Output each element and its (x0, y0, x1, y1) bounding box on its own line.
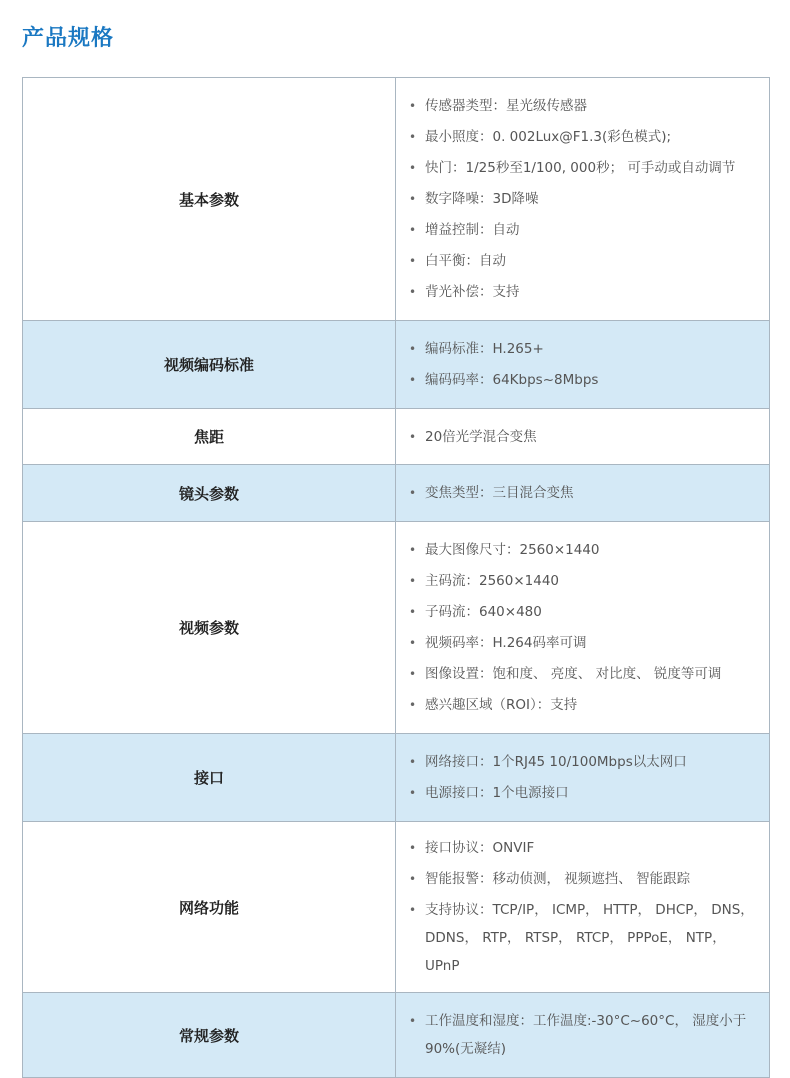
spec-label: 镜头参数 (23, 465, 396, 522)
spec-table (22, 77, 770, 1078)
bullet-icon: • (409, 605, 417, 619)
bullet-icon: • (409, 667, 417, 681)
bullet-icon: • (409, 636, 417, 650)
bullet-icon: • (409, 574, 417, 588)
bullet-icon: • (409, 698, 417, 712)
spec-item (409, 479, 759, 507)
spec-item (409, 366, 759, 394)
spec-label: 接口 (23, 734, 396, 822)
spec-item (409, 834, 759, 862)
spec-item-text: 编码标准：H.265+ (425, 341, 544, 357)
bullet-icon: • (409, 99, 417, 113)
spec-item-text: 子码流：640×480 (425, 604, 542, 620)
spec-table-body (23, 78, 770, 1078)
spec-item-text: 增益控制：自动 (425, 222, 520, 238)
spec-item (409, 779, 759, 807)
spec-item-text: 20倍光学混合变焦 (425, 428, 537, 445)
spec-item (409, 691, 759, 719)
spec-item-text: 接口协议：ONVIF (425, 840, 535, 856)
bullet-icon: • (409, 841, 417, 855)
spec-item (409, 598, 759, 626)
spec-item-list (409, 834, 759, 980)
spec-label: 视频编码标准 (23, 321, 396, 409)
spec-item-text: 智能报警：移动侦测， 视频遮挡、 智能跟踪 (425, 871, 691, 887)
spec-item-text: 视频码率：H.264码率可调 (425, 635, 587, 651)
spec-item (409, 748, 759, 776)
spec-item (409, 1007, 759, 1063)
spec-value (396, 993, 770, 1078)
spec-row (23, 465, 770, 522)
spec-item-list (409, 335, 759, 394)
spec-item (409, 660, 759, 688)
spec-item (409, 92, 759, 120)
spec-row (23, 822, 770, 993)
spec-item (409, 216, 759, 244)
spec-label: 焦距 (23, 409, 396, 465)
spec-item-text: 电源接口：1个电源接口 (425, 785, 569, 801)
spec-item-text: 数字降噪：3D降噪 (425, 191, 539, 207)
spec-item-text: 白平衡：自动 (425, 253, 506, 269)
spec-value (396, 522, 770, 734)
spec-item (409, 567, 759, 595)
bullet-icon: • (409, 373, 417, 387)
spec-item (409, 865, 759, 893)
bullet-icon: • (409, 161, 417, 175)
spec-item-text: 支持协议：TCP/IP， ICMP， HTTP， DHCP， DNS， DDNS， RTP， RTSP， RTCP， PPPoE， NTP， UPnP (425, 902, 754, 974)
bullet-icon: • (409, 755, 417, 769)
spec-item-text: 编码码率：64Kbps~8Mbps (425, 372, 599, 388)
spec-item-text: 主码流：2560×1440 (425, 573, 560, 589)
spec-item-text: 感兴趣区域（ROI）：支持 (425, 697, 578, 713)
spec-item-text: 网络接口：1个RJ45 10/100Mbps以太网口 (425, 754, 687, 770)
bullet-icon: • (409, 342, 417, 356)
spec-item-list (409, 92, 759, 306)
spec-item-text: 最小照度：0. 002Lux@F1.3(彩色模式); (425, 129, 672, 145)
spec-item-list (409, 1007, 759, 1063)
spec-label: 网络功能 (23, 822, 396, 993)
bullet-icon: • (409, 1014, 417, 1028)
spec-row (23, 734, 770, 822)
bullet-icon: • (409, 254, 417, 268)
spec-item (409, 335, 759, 363)
spec-row (23, 993, 770, 1078)
spec-value (396, 734, 770, 822)
spec-item (409, 629, 759, 657)
spec-item-list (409, 423, 759, 451)
spec-item-text: 图像设置：饱和度、 亮度、 对比度、 锐度等可调 (425, 666, 722, 682)
spec-item-text: 背光补偿：支持 (425, 284, 520, 300)
spec-row (23, 409, 770, 465)
spec-item (409, 123, 759, 151)
spec-item (409, 154, 759, 182)
spec-item (409, 896, 759, 980)
bullet-icon: • (409, 192, 417, 206)
spec-item-text: 最大图像尺寸：2560×1440 (425, 542, 600, 558)
bullet-icon: • (409, 903, 417, 917)
spec-item-text: 传感器类型：星光级传感器 (425, 98, 587, 114)
page-title: 产品规格 (22, 26, 115, 51)
spec-label: 基本参数 (23, 78, 396, 321)
spec-label: 视频参数 (23, 522, 396, 734)
spec-item (409, 423, 759, 451)
spec-value (396, 465, 770, 522)
bullet-icon: • (409, 486, 417, 500)
spec-row (23, 321, 770, 409)
bullet-icon: • (409, 223, 417, 237)
bullet-icon: • (409, 429, 417, 444)
spec-item-text: 变焦类型：三目混合变焦 (425, 485, 574, 501)
bullet-icon: • (409, 130, 417, 144)
spec-value (396, 321, 770, 409)
spec-item (409, 536, 759, 564)
spec-label: 常规参数 (23, 993, 396, 1078)
bullet-icon: • (409, 786, 417, 800)
spec-item-list (409, 479, 759, 507)
spec-item-list (409, 536, 759, 719)
spec-item (409, 278, 759, 306)
spec-value (396, 822, 770, 993)
spec-item-text: 快门：1/25秒至1/100, 000秒； 可手动或自动调节 (425, 160, 736, 176)
spec-item (409, 247, 759, 275)
bullet-icon: • (409, 872, 417, 886)
spec-item-list (409, 748, 759, 807)
bullet-icon: • (409, 285, 417, 299)
spec-item (409, 185, 759, 213)
spec-value (396, 78, 770, 321)
spec-value (396, 409, 770, 465)
spec-row (23, 78, 770, 321)
spec-item-text: 工作温度和湿度：工作温度:-30°C~60°C， 湿度小于90%(无凝结) (425, 1013, 747, 1057)
spec-row (23, 522, 770, 734)
bullet-icon: • (409, 543, 417, 557)
